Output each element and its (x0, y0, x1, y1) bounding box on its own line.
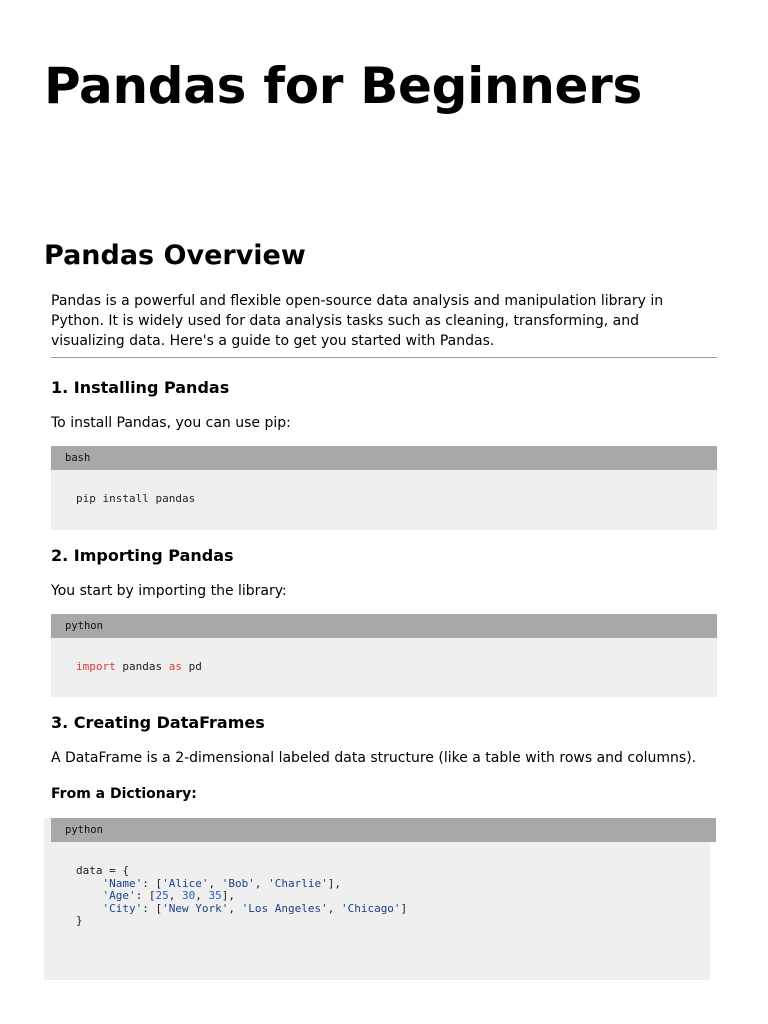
dataframes-heading: 3. Creating DataFrames (51, 713, 265, 732)
page-title: Pandas for Beginners (44, 57, 642, 115)
keyword-token: as (168, 660, 182, 673)
overview-intro: Pandas is a powerful and flexible open-source data analysis and manipulation library in Python. It is widely used for data analysis tasks such as cleaning, transforming, and visualizing data. Here's a guide to get you started with Pandas. (51, 293, 664, 349)
code-content[interactable] (51, 638, 717, 674)
string-token: 'Los Angeles' (241, 901, 328, 915)
code-content[interactable] (51, 470, 717, 506)
number-token: 30 (182, 889, 196, 902)
overview-heading: Pandas Overview (44, 240, 306, 271)
code-line: data = { (76, 864, 129, 877)
code-language-label: bash (51, 446, 717, 470)
code-line: pip install pandas (76, 492, 196, 505)
string-token: 'Name' (102, 876, 143, 890)
code-line: } (76, 914, 83, 927)
string-token: 'Age' (102, 889, 136, 902)
number-token: 25 (155, 889, 169, 902)
import-code-block[interactable] (51, 614, 717, 697)
string-token: 'Bob' (221, 876, 255, 890)
install-code-block[interactable] (51, 446, 717, 530)
number-token: 35 (208, 889, 222, 902)
string-token: 'New York' (162, 901, 229, 915)
install-heading: 1. Installing Pandas (51, 378, 230, 397)
string-token: 'Chicago' (340, 901, 401, 915)
string-token: 'Charlie' (268, 876, 328, 890)
code-language-label: python (51, 818, 716, 842)
import-heading: 2. Importing Pandas (51, 546, 234, 565)
install-text: To install Pandas, you can use pip: (51, 415, 291, 431)
string-token: 'Alice' (162, 876, 209, 890)
section-divider (51, 357, 717, 358)
from-dictionary-label: From a Dictionary: (51, 786, 197, 802)
code-token: pd (181, 660, 202, 673)
keyword-token: import (76, 660, 116, 673)
code-content[interactable]: data = { 'Name': ['Alice', 'Bob', 'Charlie'], 'Age': [25, 30, 35], 'City': ['New York', 'Los Angeles', 'Chicago'] } (76, 864, 408, 927)
code-language-label: python (51, 614, 717, 638)
string-token: 'City' (102, 901, 143, 915)
dataframes-text: A DataFrame is a 2-dimensional labeled data structure (like a table with rows and columns). (51, 750, 697, 766)
import-text: You start by importing the library: (51, 583, 287, 599)
code-token: pandas (115, 660, 169, 673)
dict-code-block[interactable] (44, 818, 710, 980)
article-content (51, 291, 717, 804)
